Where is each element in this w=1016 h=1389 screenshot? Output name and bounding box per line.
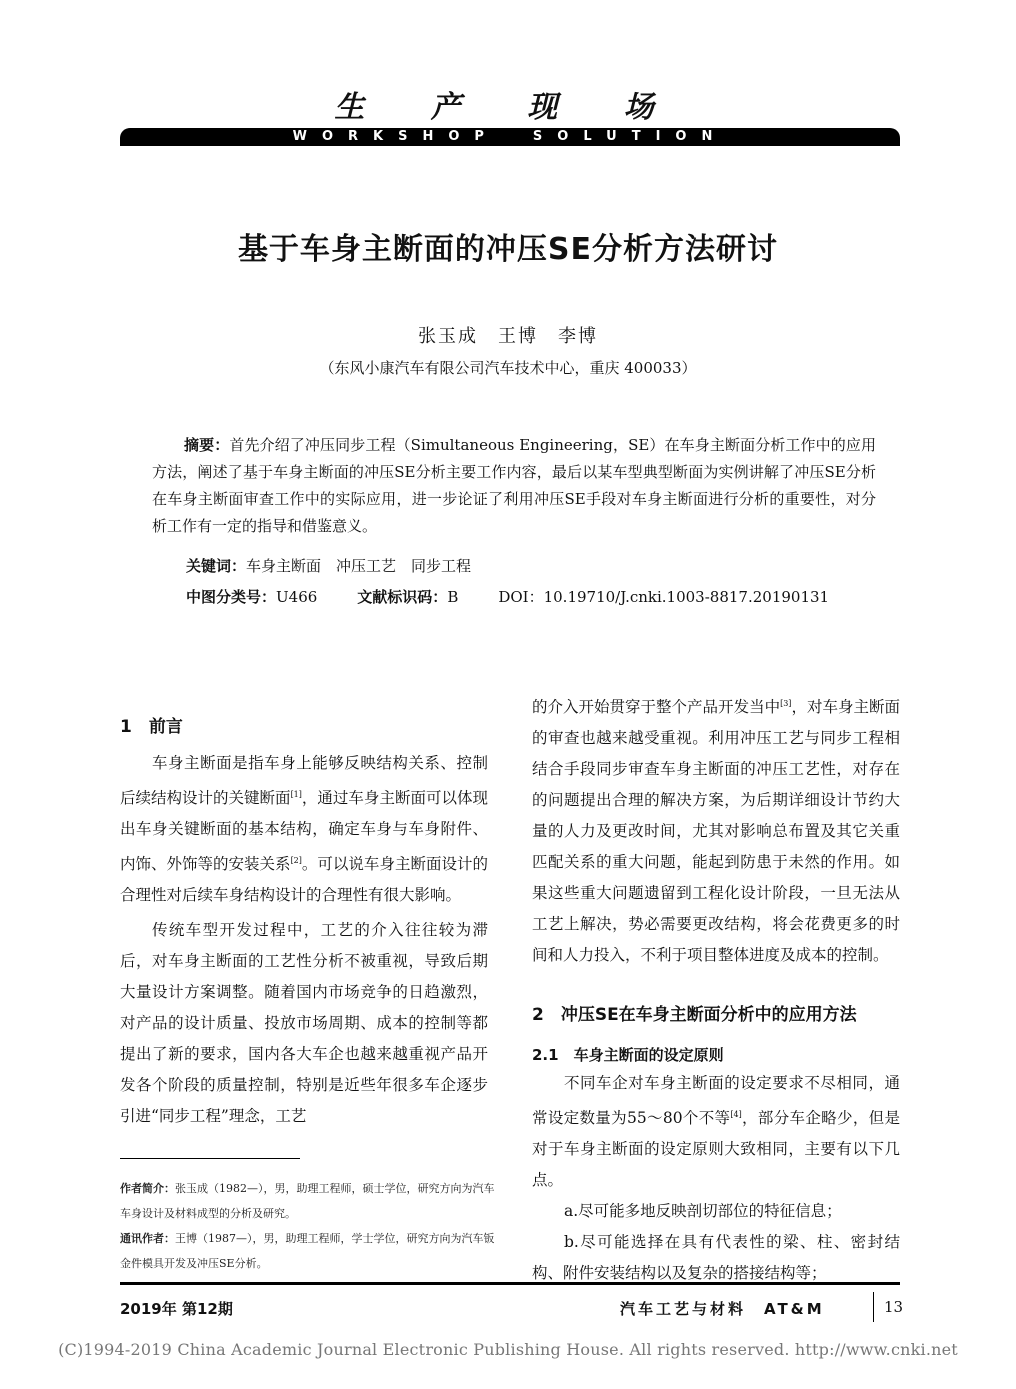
page-number: 13 (884, 1298, 904, 1316)
section-2-heading: 2 冲压SE在车身主断面分析中的应用方法 (532, 1005, 857, 1025)
abstract-text: 首先介绍了冲压同步工程（Simultaneous Engineering，SE）在车身主断面分析工作中的应用方法，阐述了基于车身主断面的冲压SE分析主要工作内容，最后以某车型典型断面为实例讲解了冲压SE分析在车身主断面审查工作中的实际应用，进一步论证了利用冲压SE手段对车身主断面进行分析的重要性，对分析工作有一定的指导和借鉴意义。 (152, 436, 876, 535)
footer-divider (873, 1292, 874, 1322)
band-right-text: SOLUTION (532, 129, 728, 144)
article-title: 基于车身主断面的冲压SE分析方法研讨 (237, 232, 779, 267)
author-list: 张玉成 王博 李博 (418, 326, 598, 347)
abstract (152, 432, 876, 540)
clc-value: U466 (276, 588, 318, 606)
keywords-label: 关键词： (186, 557, 247, 575)
footnote-author (120, 1176, 500, 1226)
citation-2: [2] (290, 856, 302, 866)
footnote-author-label: 作者简介： (120, 1182, 175, 1195)
band-left-text: WORKSHOP (292, 129, 499, 144)
right-column-body-2 (532, 1068, 900, 1289)
footnote-author-text: 张玉成（1982—），男，助理工程师，硕士学位，研究方向为汽车车身设计及材料成型的分析及研究。 (120, 1182, 495, 1220)
footnote-corresponding-text: 王博（1987—），男，助理工程师，学士学位，研究方向为汽车钣金件模具开发及冲压SE分析。 (120, 1232, 495, 1270)
list-item-b: b.尽可能选择在具有代表性的梁、柱、密封结构、附件安装结构以及复杂的搭接结构等； (532, 1233, 900, 1283)
intro-paragraph-2: 传统车型开发过程中，工艺的介入往往较为滞后，对车身主断面的工艺性分析不被重视，导致后期大量设计方案调整。随着国内市场竞争的日趋激烈，对产品的设计质量、投放市场周期、成本的控制等都提出了新的要求，国内各大车企也越来越重视产品开发各个阶段的质量控制，特别是近些年很多车企逐步引进“同步工程”理念，工艺 (120, 921, 488, 1126)
right-column-body (532, 688, 900, 971)
list-item-a: a.尽可能多地反映剖切部位的特征信息； (564, 1202, 842, 1221)
journal-name: 汽车工艺与材料 AT&M (620, 1300, 825, 1318)
footnote-corresponding-label: 通讯作者： (120, 1232, 175, 1245)
clc-label: 中图分类号： (186, 588, 277, 606)
keywords: 车身主断面 冲压工艺 同步工程 (246, 557, 472, 575)
right-paragraph-2: 不同车企对车身主断面的设定要求不尽相同，通常设定数量为55～80个不等[4]，部分车企略少，但是对于车身主断面的设定原则大致相同，主要有以下几点。 (532, 1074, 900, 1190)
doc-code-value: B (447, 588, 459, 606)
section-title: 生 产 现 场 (334, 90, 682, 125)
keywords-line (186, 555, 471, 576)
footnote-divider (120, 1158, 300, 1159)
section-2-1-heading: 2.1 车身主断面的设定原则 (532, 1046, 724, 1064)
affiliation: （东风小康汽车有限公司汽车技术中心，重庆 400033） (319, 359, 697, 377)
classification-line (186, 586, 829, 607)
copyright-notice: (C)1994-2019 China Academic Journal Electronic Publishing House. All rights reserved. http://www.cnki.net (58, 1340, 958, 1359)
issue-label: 2019年 第12期 (120, 1300, 233, 1318)
doi-value: 10.19710/J.cnki.1003-8817.20190131 (543, 588, 830, 606)
section-band (120, 128, 900, 146)
citation-3: [3] (780, 699, 792, 708)
doc-code-label: 文献标识码： (357, 588, 448, 606)
abstract-label: 摘要： (184, 436, 230, 454)
left-column-body (120, 748, 488, 1132)
section-1-heading: 1 前言 (120, 717, 183, 737)
citation-4: [4] (730, 1110, 742, 1119)
footnote-corresponding (120, 1226, 500, 1276)
citation-1: [1] (290, 790, 302, 799)
right-paragraph-1: 的介入开始贯穿于整个产品开发当中[3]，对车身主断面的审查也越来越受重视。利用冲压工艺与同步工程相结合手段同步审查车身主断面的冲压工艺性，对存在的问题提出合理的解决方案，为后期详细设计节约大量的人力及更改时间，尤其对影响总布置及其它关重匹配关系的重大问题，能起到防患于未然的作用。如果这些重大问题遗留到工程化设计阶段，一旦无法从工艺上解决，势必需要更改结构，将会花费更多的时间和人力投入，不利于项目整体进度及成本的控制。 (532, 698, 900, 965)
doi-label: DOI： (498, 588, 544, 606)
intro-paragraph-1: 车身主断面是指车身上能够反映结构关系、控制后续结构设计的关键断面[1]，通过车身主断面可以体现出车身关键断面的基本结构，确定车身与车身附件、内饰、外饰等的安装关系[2]。可以说车身主断面设计的合理性对后续车身结构设计的合理性有很大影响。 (120, 754, 488, 905)
footer-rule (120, 1282, 900, 1285)
